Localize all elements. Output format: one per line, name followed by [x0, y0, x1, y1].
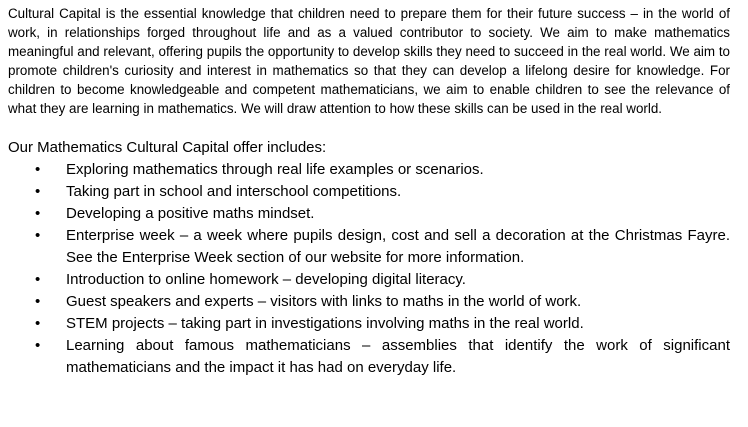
bullet-icon: •	[35, 227, 41, 244]
bullet-icon: •	[35, 205, 41, 222]
list-item	[8, 203, 730, 225]
list-item	[8, 181, 730, 203]
list-item-text: Enterprise week – a week where pupils design, cost and sell a decoration at the Christmas Fayre. See the Enterprise Week section of our website for more information.	[66, 227, 730, 266]
list-item	[8, 313, 730, 335]
bullet-icon: •	[35, 315, 41, 332]
bullet-icon: •	[35, 271, 41, 288]
list-item-text: STEM projects – taking part in investigations involving maths in the real world.	[66, 315, 584, 332]
document-page	[8, 4, 730, 379]
list-item-text: Guest speakers and experts – visitors with links to maths in the world of work.	[66, 293, 582, 310]
bullet-icon: •	[35, 183, 41, 200]
list-item	[8, 335, 730, 379]
list-item-text: Taking part in school and interschool competitions.	[66, 183, 402, 200]
list-item	[8, 225, 730, 269]
bullet-icon: •	[35, 337, 41, 354]
offer-list	[8, 159, 730, 379]
list-item	[8, 269, 730, 291]
intro-paragraph: Cultural Capital is the essential knowledge that children need to prepare them for their future success – in the world of work, in relationships forged throughout life and as a valued contributor to society. We aim to make mathematics meaningful and relevant, offering pupils the opportunity to develop skills they need to succeed in the real world. We aim to promote children's curiosity and interest in mathematics so that they can develop a lifelong desire for knowledge. For children to become knowledgeable and competent mathematicians, we aim to enable children to see the relevance of what they are learning in mathematics. We will draw attention to how these skills can be used in the real world.	[8, 6, 730, 116]
list-item-text: Learning about famous mathematicians – assemblies that identify the work of significant mathematicians and the impact it has had on everyday life.	[66, 337, 730, 376]
list-item	[8, 291, 730, 313]
offer-heading: Our Mathematics Cultural Capital offer includes:	[8, 139, 327, 156]
bullet-icon: •	[35, 161, 41, 178]
list-item-text: Developing a positive maths mindset.	[66, 205, 315, 222]
bullet-icon: •	[35, 293, 41, 310]
list-item-text: Introduction to online homework – developing digital literacy.	[66, 271, 466, 288]
list-item	[8, 159, 730, 181]
list-item-text: Exploring mathematics through real life examples or scenarios.	[66, 161, 484, 178]
